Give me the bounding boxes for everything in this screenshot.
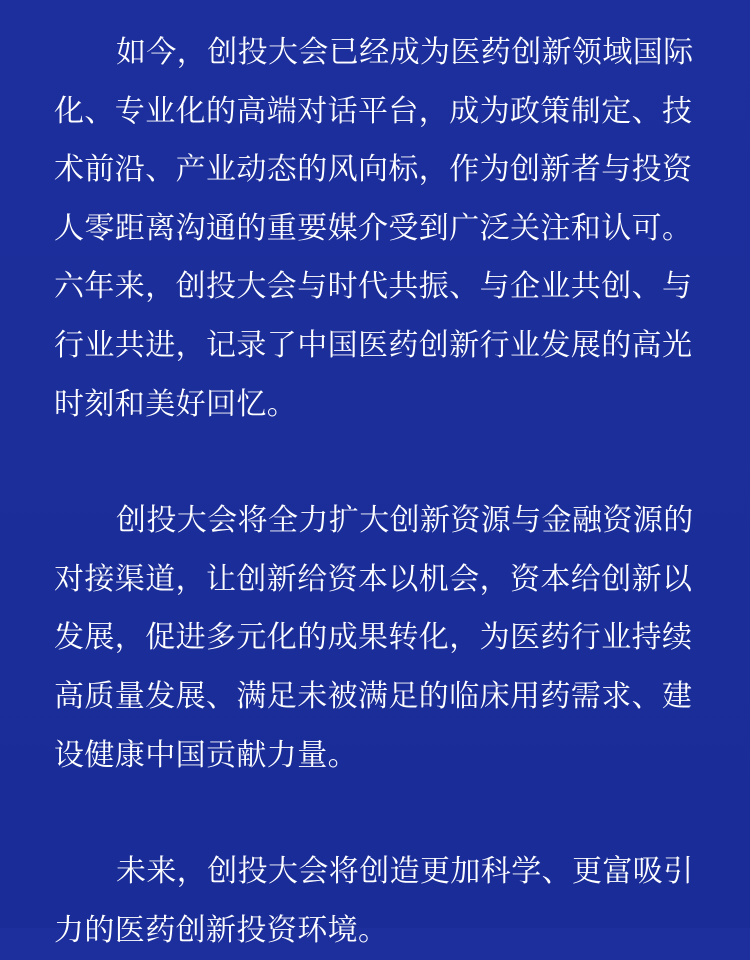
text-line: 六年来，创投大会与时代共振、与企业共创、与 [54, 269, 693, 305]
paragraph-spacer [54, 434, 704, 492]
paragraph-spacer [54, 785, 704, 843]
text-line: 术前沿、产业动态的风向标，作为创新者与投资 [54, 152, 693, 188]
paragraph-2 [54, 492, 704, 785]
text-line: 发展，促进多元化的成果转化，为医药行业持续 [54, 620, 693, 656]
text-line: 时刻和美好回忆。 [54, 386, 298, 422]
text-line: 如今，创投大会已经成为医药创新领域国际 [116, 35, 694, 70]
text-line: 行业共进，记录了中国医药创新行业发展的高光 [54, 327, 693, 363]
text-line: 人零距离沟通的重要媒介受到广泛关注和认可。 [54, 210, 693, 246]
text-line: 化、专业化的高端对话平台，成为政策制定、技 [54, 93, 693, 129]
text-line: 设健康中国贡献力量。 [54, 737, 358, 773]
text-line: 创投大会将全力扩大创新资源与金融资源的 [116, 503, 694, 539]
text-line: 未来，创投大会将创造更加科学、更富吸引 [116, 854, 694, 890]
text-line: 力的医药创新投资环境。 [54, 912, 389, 948]
text-line: 对接渠道，让创新给资本以机会，资本给创新以 [54, 561, 693, 597]
paragraph-3 [54, 843, 704, 960]
paragraph-1 [54, 24, 704, 434]
text-line: 高质量发展、满足未被满足的临床用药需求、建 [54, 678, 693, 714]
